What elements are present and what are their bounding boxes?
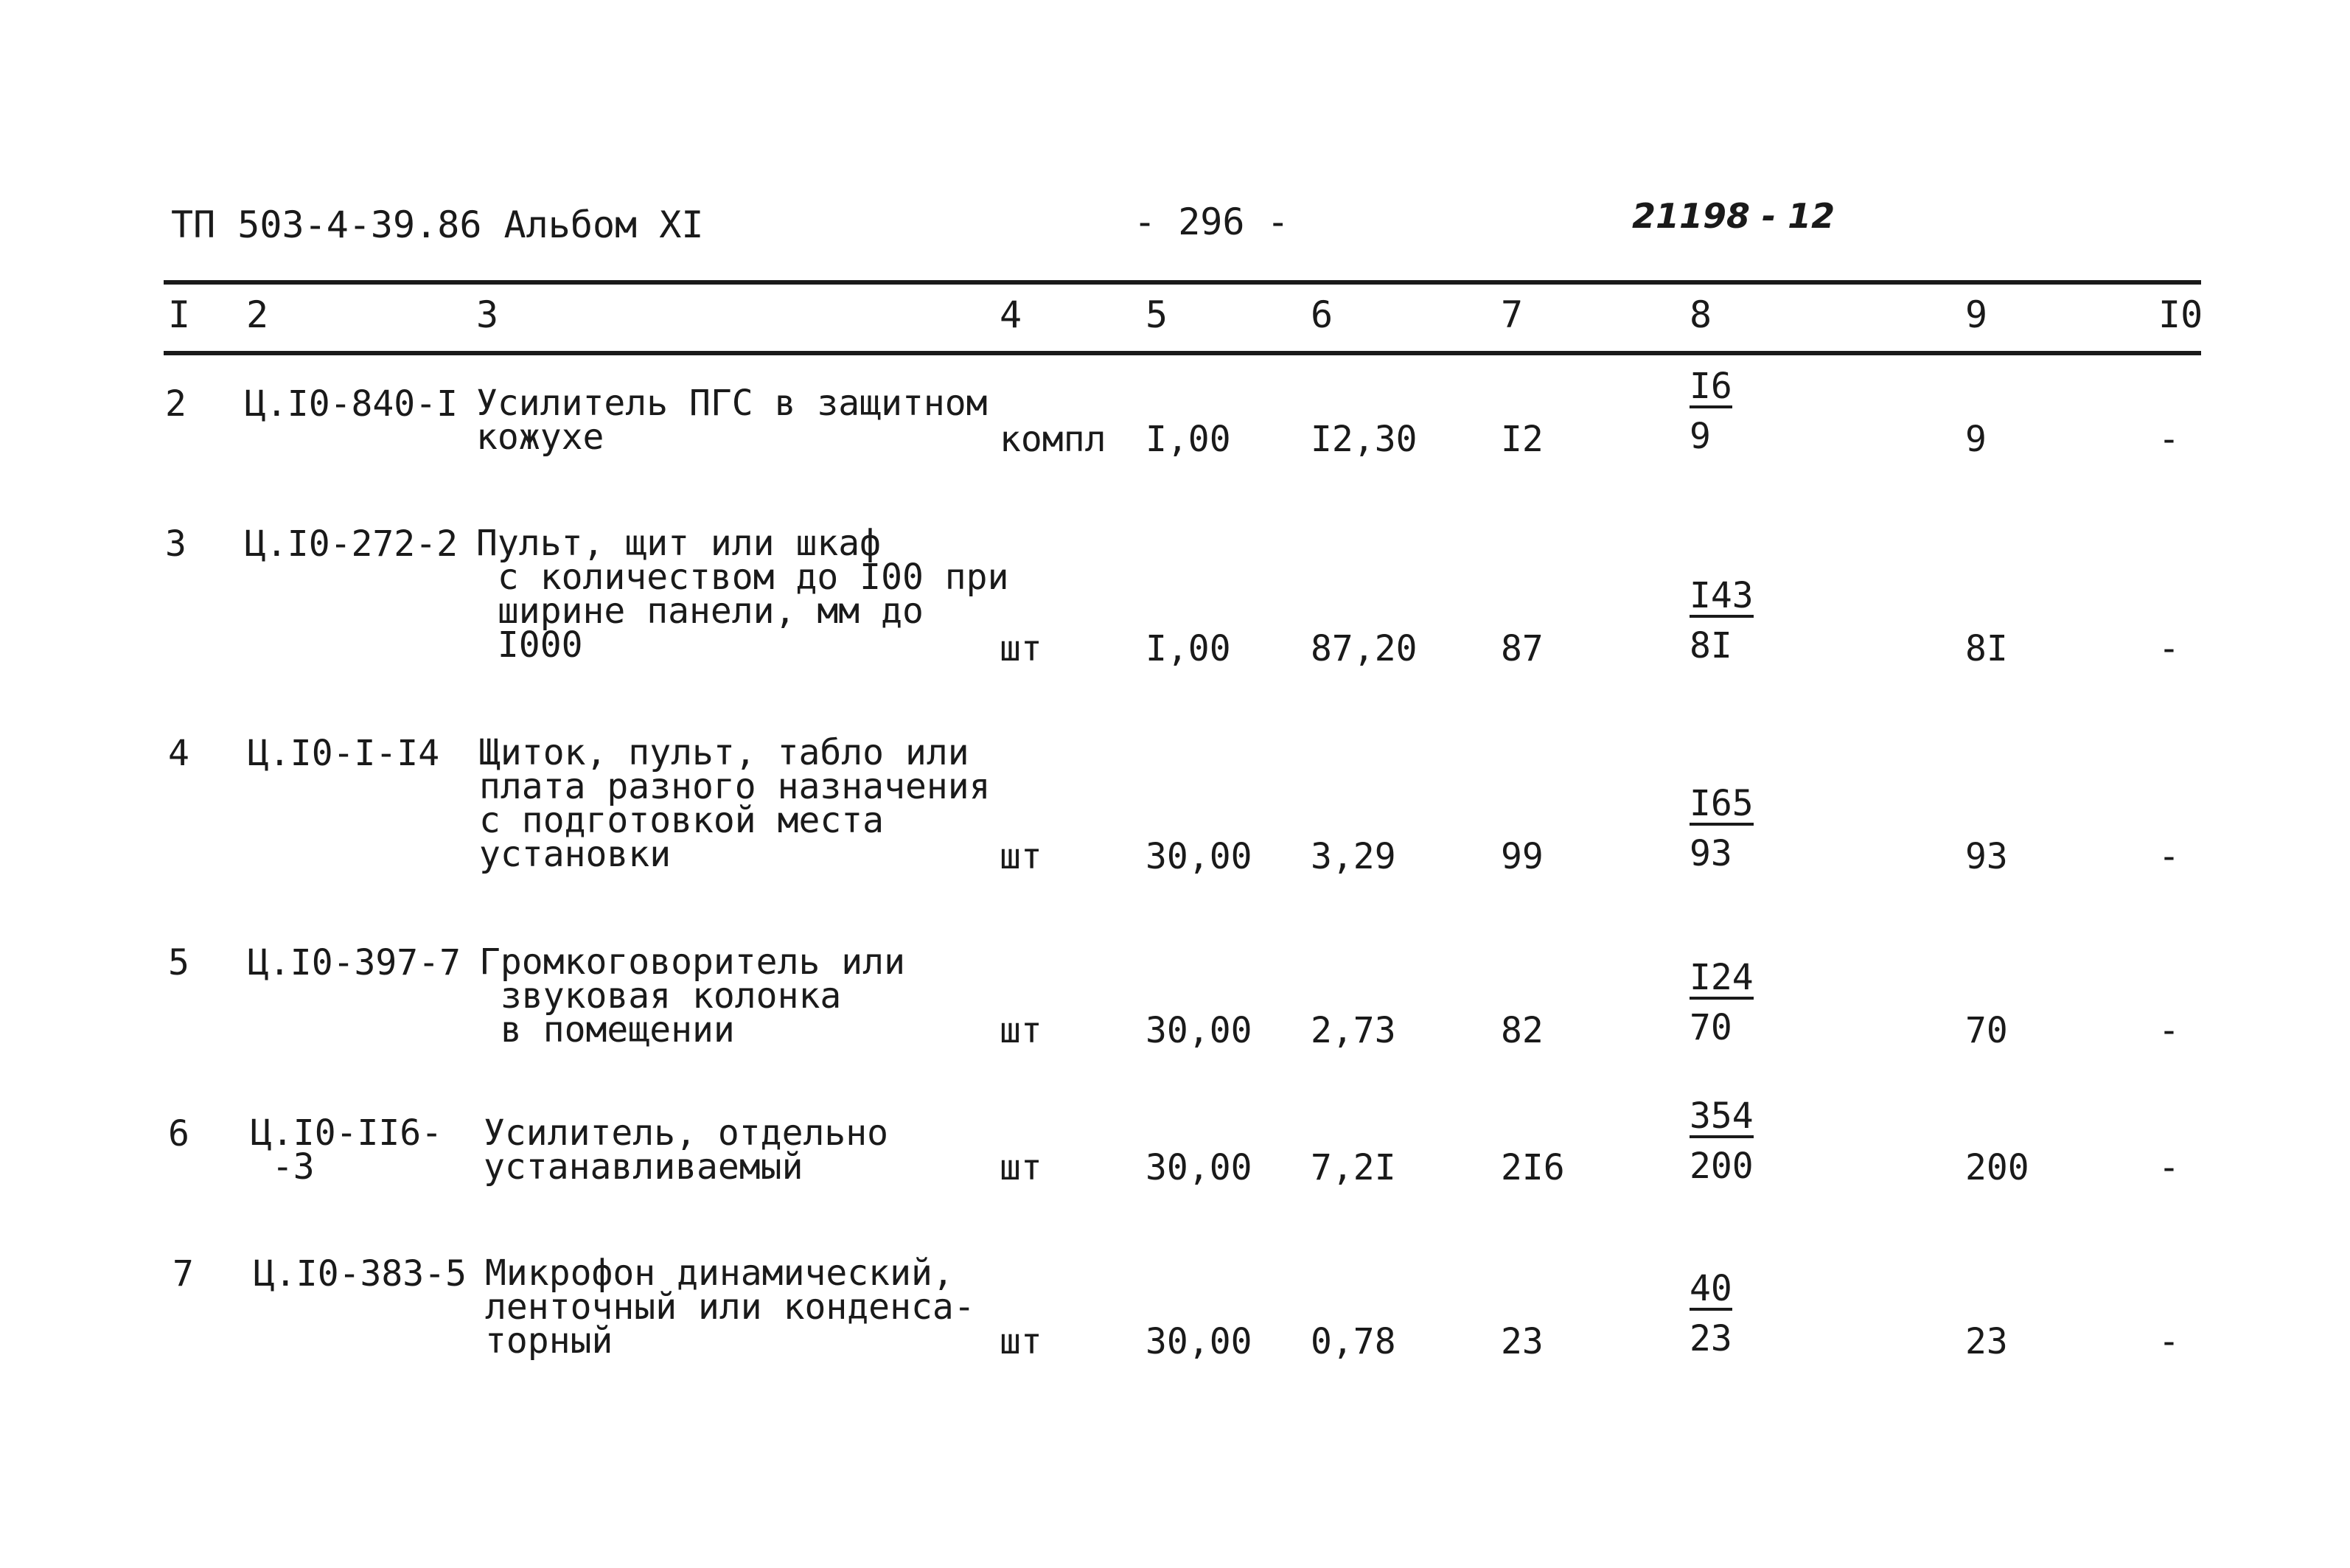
fraction-numerator: 354 (1690, 1095, 1754, 1137)
row-col10: - (2158, 836, 2180, 877)
row-col10: - (2158, 419, 2180, 460)
row-code: Ц.I0-383-5 (254, 1253, 467, 1295)
page-number: - 296 - (1134, 201, 1289, 243)
row-price: 7,2I (1311, 1147, 1396, 1188)
row-number: 6 (168, 1113, 189, 1154)
row-quantity: 30,00 (1146, 1147, 1252, 1188)
row-quantity: I,00 (1146, 628, 1231, 669)
fraction-denominator: 23 (1690, 1318, 1732, 1359)
row-quantity: 30,00 (1146, 1321, 1252, 1362)
row-description: Усилитель ПГС в защитном кожухе (476, 383, 988, 458)
fraction-numerator: I6 (1690, 366, 1732, 407)
row-total: I2 (1501, 419, 1544, 460)
row-fraction (1690, 366, 1732, 457)
row-col9: 70 (1965, 1010, 2008, 1051)
row-col10: - (2158, 1321, 2180, 1362)
row-description: Громкоговоритель или звуковая колонка в помещении (479, 941, 905, 1050)
row-description: Усилитель, отдельно устанавливаемый (484, 1112, 889, 1188)
row-fraction (1690, 1095, 1754, 1187)
fraction-denominator: 70 (1690, 1007, 1732, 1048)
row-total: 87 (1501, 628, 1544, 669)
row-price: 0,78 (1311, 1321, 1396, 1362)
column-number-4: 4 (1000, 293, 1022, 336)
row-total: 99 (1501, 836, 1544, 877)
fraction-denominator: 200 (1690, 1146, 1754, 1187)
fraction-numerator: I65 (1690, 783, 1754, 824)
row-price: 87,20 (1311, 628, 1418, 669)
row-price: I2,30 (1311, 419, 1418, 460)
row-number: 5 (168, 942, 189, 983)
column-number-3: 3 (476, 293, 499, 336)
row-col9: 200 (1965, 1147, 2029, 1188)
document-reference: ТП 503-4-39.86 Альбом XI (171, 203, 704, 246)
row-fraction (1690, 575, 1754, 666)
fraction-denominator: 8I (1690, 625, 1732, 666)
row-col9: 23 (1965, 1321, 2008, 1362)
column-number-7: 7 (1501, 293, 1524, 336)
row-quantity: I,00 (1146, 419, 1231, 460)
row-col9: 9 (1965, 419, 1987, 460)
fraction-denominator: 93 (1690, 833, 1732, 874)
row-number: 3 (165, 523, 186, 565)
row-unit: шт (1000, 1147, 1042, 1188)
row-unit: шт (1000, 1321, 1042, 1362)
column-number-5: 5 (1146, 293, 1168, 336)
row-price: 2,73 (1311, 1010, 1396, 1051)
column-number-8: 8 (1690, 293, 1712, 336)
table-header-rule (164, 351, 2201, 355)
row-code: Ц.I0-397-7 (248, 942, 461, 983)
row-unit: компл (1000, 419, 1106, 460)
fraction-numerator: I43 (1690, 575, 1754, 616)
row-quantity: 30,00 (1146, 1010, 1252, 1051)
row-col9: 8I (1965, 628, 2008, 669)
column-number-10: I0 (2158, 293, 2203, 336)
row-col10: - (2158, 1010, 2180, 1051)
row-description: Микрофон динамический, ленточный или конденса- торный (485, 1252, 975, 1362)
table-top-rule (164, 280, 2201, 285)
row-col10: - (2158, 1147, 2180, 1188)
fraction-numerator: I24 (1690, 957, 1754, 998)
fraction-denominator: 9 (1690, 416, 1711, 457)
row-total: 23 (1501, 1321, 1544, 1362)
row-description: Пульт, щит или шкаф с количеством до I00 при ширине панели, мм до I000 (476, 523, 1009, 666)
row-number: 2 (165, 383, 186, 425)
row-code: Ц.I0-840-I (245, 383, 458, 425)
row-unit: шт (1000, 836, 1042, 877)
row-total: 2I6 (1501, 1147, 1565, 1188)
row-fraction (1690, 783, 1754, 874)
row-price: 3,29 (1311, 836, 1396, 877)
row-code: Ц.I0-II6- -3 (251, 1112, 443, 1188)
row-quantity: 30,00 (1146, 836, 1252, 877)
row-total: 82 (1501, 1010, 1544, 1051)
row-number: 7 (172, 1253, 194, 1295)
row-number: 4 (168, 733, 189, 774)
row-code: Ц.I0-I-I4 (248, 733, 440, 774)
row-fraction (1690, 1268, 1732, 1359)
column-number-1: I (168, 293, 191, 336)
row-col10: - (2158, 628, 2180, 669)
row-fraction (1690, 957, 1754, 1048)
column-number-9: 9 (1965, 293, 1988, 336)
handwritten-code: 21198 - 12 (1632, 196, 1835, 236)
row-code: Ц.I0-272-2 (245, 523, 458, 565)
column-number-2: 2 (246, 293, 269, 336)
row-unit: шт (1000, 1010, 1042, 1051)
row-col9: 93 (1965, 836, 2008, 877)
row-unit: шт (1000, 628, 1042, 669)
column-number-6: 6 (1311, 293, 1333, 336)
row-description: Щиток, пульт, табло или плата разного назначения с подготовкой места установки (479, 732, 991, 875)
fraction-numerator: 40 (1690, 1268, 1732, 1309)
